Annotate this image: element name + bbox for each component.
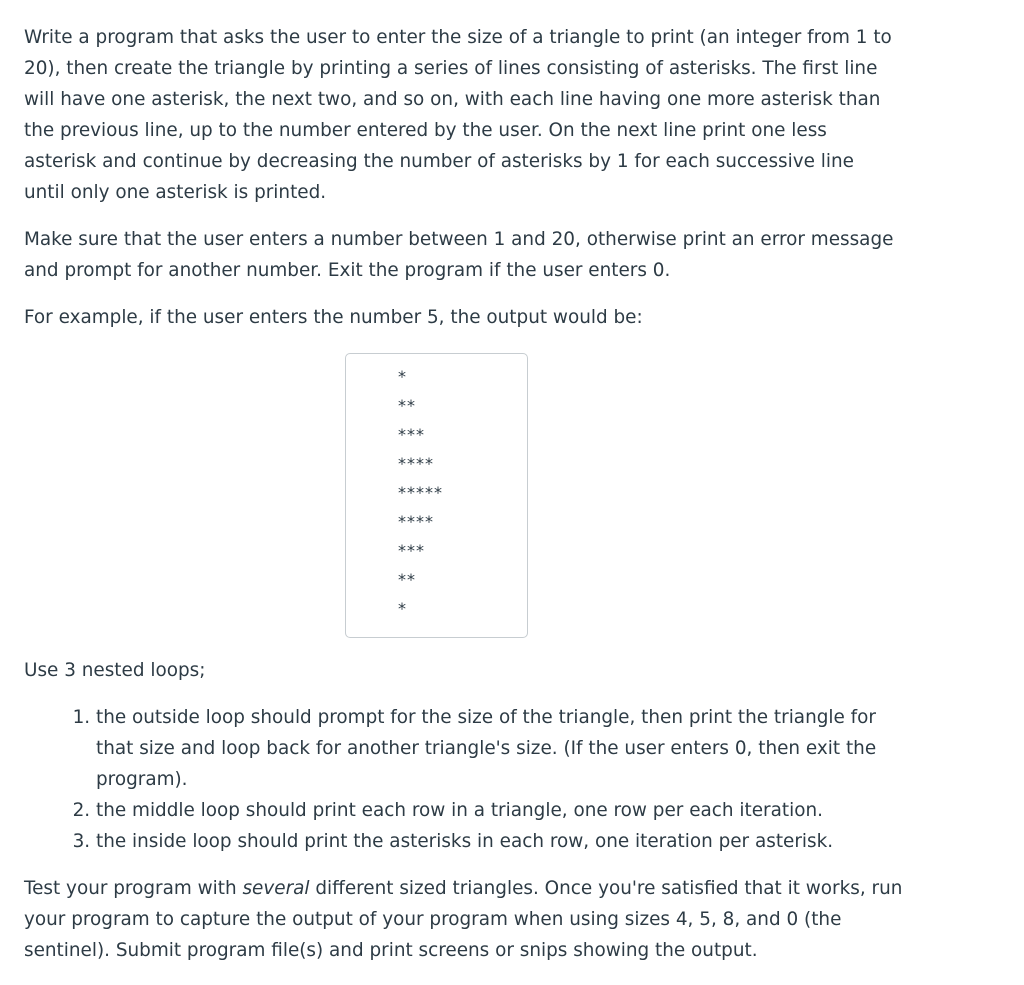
validation-paragraph: Make sure that the user enters a number between 1 and 20, otherwise print an error message and prompt for another number. Exit the program if the user enters 0.: [24, 229, 894, 281]
list-item: 2. the middle loop should print each row in a triangle, one row per each iteration.: [96, 795, 904, 826]
output-line-7: ***: [398, 541, 425, 560]
output-line-6: ****: [398, 512, 434, 531]
output-line-9: *: [398, 599, 407, 618]
test-emphasis: several: [242, 878, 310, 899]
loops-intro: Use 3 nested loops;: [24, 660, 206, 681]
test-paragraph: [24, 873, 904, 966]
example-intro-paragraph: For example, if the user enters the number 5, the output would be:: [24, 307, 643, 328]
output-line-1: *: [398, 367, 407, 386]
list-item: 3. the inside loop should print the asterisks in each row, one iteration per asterisk.: [96, 826, 904, 857]
example-output-box: [345, 353, 528, 638]
assignment-text: [24, 22, 894, 333]
instructions-section: [24, 655, 904, 966]
loop-steps-list: [24, 702, 904, 857]
output-line-3: ***: [398, 425, 425, 444]
output-line-5: *****: [398, 483, 443, 502]
intro-paragraph: Write a program that asks the user to enter the size of a triangle to print (an integer from 1 to 20), then create the triangle by printing a series of lines consisting of asterisks. The first line will have one asterisk, the next two, and so on, with each line having one more asterisk than the previous line, up to the number entered by the user. On the next line print one less asterisk and continue by decreasing the number of asterisks by 1 for each successive line until only one asterisk is printed.: [24, 27, 892, 203]
test-suffix: different sized triangles. Once you're satisfied that it works, run your program to capture the output of your program when using sizes 4, 5, 8, and 0 (the sentinel). Submit program file(s) and print screens or snips showing the output.: [24, 878, 903, 961]
output-line-4: ****: [398, 454, 434, 473]
list-item: 1. the outside loop should prompt for the size of the triangle, then print the triangle for that size and loop back for another triangle's size. (If the user enters 0, then exit the program).: [96, 702, 904, 795]
output-line-8: **: [398, 570, 416, 589]
output-line-2: **: [398, 396, 416, 415]
test-prefix: Test your program with: [24, 878, 243, 899]
